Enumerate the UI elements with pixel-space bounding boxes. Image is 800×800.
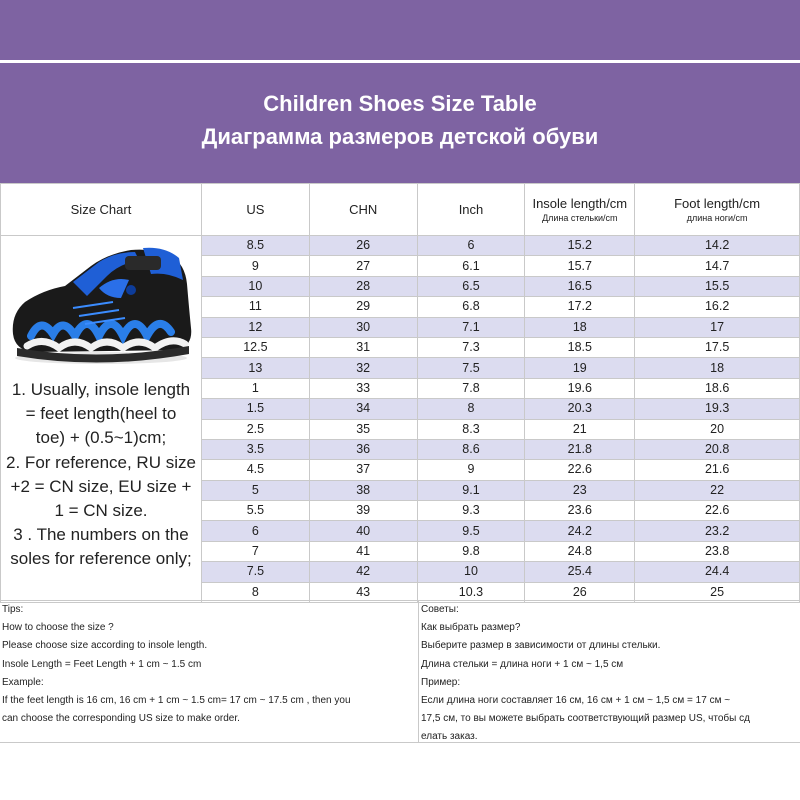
tip-line: can choose the corresponding US size to make order. [2,713,240,725]
tip-line: How to choose the size ? [2,622,114,634]
cell-foot: 17 [635,317,800,337]
cell-inch: 10.3 [417,582,525,602]
cell-inch: 7.5 [417,358,525,378]
cell-insole: 25.4 [525,562,635,582]
header-foot-sub: длина ноги/cm [686,213,748,223]
cell-inch: 6.1 [417,256,525,276]
cell-foot: 14.7 [635,256,800,276]
header-insole-label: Insole length/cm [532,196,628,211]
note-line: 2. For reference, RU size [6,452,196,472]
title-banner [0,63,800,183]
cell-insole: 19 [525,358,635,378]
cell-chn: 32 [309,358,417,378]
cell-insole: 23 [525,480,635,500]
top-banner [0,0,800,60]
cell-inch: 7.1 [417,317,525,337]
cell-foot: 24.4 [635,562,800,582]
note-line: toe) + (0.5~1)cm; [35,428,167,448]
tip-line: Tips: [2,604,24,615]
header-foot-label: Foot length/cm [674,196,761,211]
tip-line: Please choose size according to insole length. [2,640,208,652]
cell-us: 11 [201,297,309,317]
cell-foot: 25 [635,582,800,602]
cell-inch: 6.8 [417,297,525,317]
cell-foot: 18.6 [635,378,800,398]
cell-us: 3.5 [201,439,309,459]
cell-inch: 8 [417,399,525,419]
header-chn: CHN [309,184,417,236]
cell-chn: 37 [309,460,417,480]
cell-us: 13 [201,358,309,378]
cell-insole: 16.5 [525,276,635,296]
cell-insole: 24.2 [525,521,635,541]
cell-us: 7 [201,541,309,561]
cell-chn: 36 [309,439,417,459]
cell-foot: 23.8 [635,541,800,561]
cell-inch: 6.5 [417,276,525,296]
cell-insole: 22.6 [525,460,635,480]
tips-russian [418,601,800,742]
cell-foot: 19.3 [635,399,800,419]
tip-line: Insole Length = Feet Length + 1 cm ~ 1.5 cm [2,658,202,670]
cell-chn: 42 [309,562,417,582]
tip-line: Длина стельки = длина ноги + 1 см ~ 1,5 см [421,658,624,670]
cell-insole: 20.3 [525,399,635,419]
cell-chn: 29 [309,297,417,317]
cell-insole: 21 [525,419,635,439]
cell-insole: 17.2 [525,297,635,317]
size-table [0,183,800,603]
cell-inch: 8.6 [417,439,525,459]
header-us: US [201,184,309,236]
note-line: +2 = CN size, EU size + [10,476,192,496]
cell-insole: 21.8 [525,439,635,459]
cell-inch: 9.5 [417,521,525,541]
cell-foot: 22.6 [635,501,800,521]
left-panel [1,236,202,603]
cell-insole: 18 [525,317,635,337]
cell-foot: 22 [635,480,800,500]
tip-line: елать заказ. [421,731,478,743]
title-russian: Диаграмма размеров детской обуви [201,124,599,149]
tips-section [0,600,800,743]
cell-chn: 28 [309,276,417,296]
note-line: soles for reference only; [10,549,192,569]
cell-chn: 33 [309,378,417,398]
cell-chn: 26 [309,236,417,256]
cell-foot: 18 [635,358,800,378]
header-insole [525,184,635,236]
cell-us: 12.5 [201,337,309,357]
cell-insole: 18.5 [525,337,635,357]
cell-insole: 15.2 [525,236,635,256]
cell-chn: 35 [309,419,417,439]
header-inch: Inch [417,184,525,236]
cell-foot: 14.2 [635,236,800,256]
cell-chn: 39 [309,501,417,521]
cell-insole: 24.8 [525,541,635,561]
cell-chn: 38 [309,480,417,500]
cell-us: 1 [201,378,309,398]
tip-line: Если длина ноги составляет 16 см, 16 см + 1 см ~ 1,5 см = 17 см ~ [421,695,731,707]
cell-foot: 21.6 [635,460,800,480]
cell-foot: 16.2 [635,297,800,317]
cell-foot: 17.5 [635,337,800,357]
cell-us: 5 [201,480,309,500]
cell-insole: 19.6 [525,378,635,398]
cell-inch: 9 [417,460,525,480]
cell-insole: 23.6 [525,501,635,521]
cell-chn: 27 [309,256,417,276]
tip-line: Как выбрать размер? [421,622,521,634]
note-line: = feet length(heel to [25,404,177,424]
tip-line: Выберите размер в зависимости от длины стельки. [421,640,661,652]
notes-text [1,378,201,572]
note-line: 1. Usually, insole length [11,380,191,399]
tip-line: Example: [2,676,44,688]
cell-us: 8.5 [201,236,309,256]
note-line: 1 = CN size. [54,501,148,521]
cell-inch: 7.3 [417,337,525,357]
cell-us: 6 [201,521,309,541]
header-size-chart: Size Chart [1,184,202,236]
header-foot [635,184,800,236]
cell-chn: 43 [309,582,417,602]
cell-us: 10 [201,276,309,296]
shoe-image [3,236,199,374]
cell-us: 8 [201,582,309,602]
tip-line: 17,5 см, то вы можете выбрать соответствующий размер US, чтобы сд [421,713,750,725]
cell-foot: 20.8 [635,439,800,459]
tip-line: Пример: [421,676,461,688]
cell-inch: 8.3 [417,419,525,439]
note-line: 3 . The numbers on the [13,525,189,545]
cell-inch: 6 [417,236,525,256]
cell-insole: 15.7 [525,256,635,276]
table-body [1,236,800,603]
cell-us: 7.5 [201,562,309,582]
tip-line: Советы: [421,604,459,615]
cell-chn: 40 [309,521,417,541]
cell-inch: 9.3 [417,501,525,521]
tip-line: If the feet length is 16 cm, 16 cm + 1 cm ~ 1.5 cm= 17 cm ~ 17.5 cm , then you [2,695,351,707]
tips-english [2,601,414,742]
cell-chn: 31 [309,337,417,357]
cell-us: 5.5 [201,501,309,521]
cell-us: 2.5 [201,419,309,439]
cell-foot: 15.5 [635,276,800,296]
title-english: Children Shoes Size Table [263,91,537,116]
cell-inch: 9.8 [417,541,525,561]
cell-foot: 20 [635,419,800,439]
cell-inch: 9.1 [417,480,525,500]
cell-chn: 30 [309,317,417,337]
cell-us: 4.5 [201,460,309,480]
table-header-row [1,184,800,236]
cell-inch: 7.8 [417,378,525,398]
header-insole-sub: Длина стельки/cm [542,213,618,223]
cell-us: 9 [201,256,309,276]
cell-us: 12 [201,317,309,337]
cell-chn: 34 [309,399,417,419]
cell-inch: 10 [417,562,525,582]
cell-insole: 26 [525,582,635,602]
cell-foot: 23.2 [635,521,800,541]
cell-us: 1.5 [201,399,309,419]
cell-chn: 41 [309,541,417,561]
table-row [1,236,800,256]
